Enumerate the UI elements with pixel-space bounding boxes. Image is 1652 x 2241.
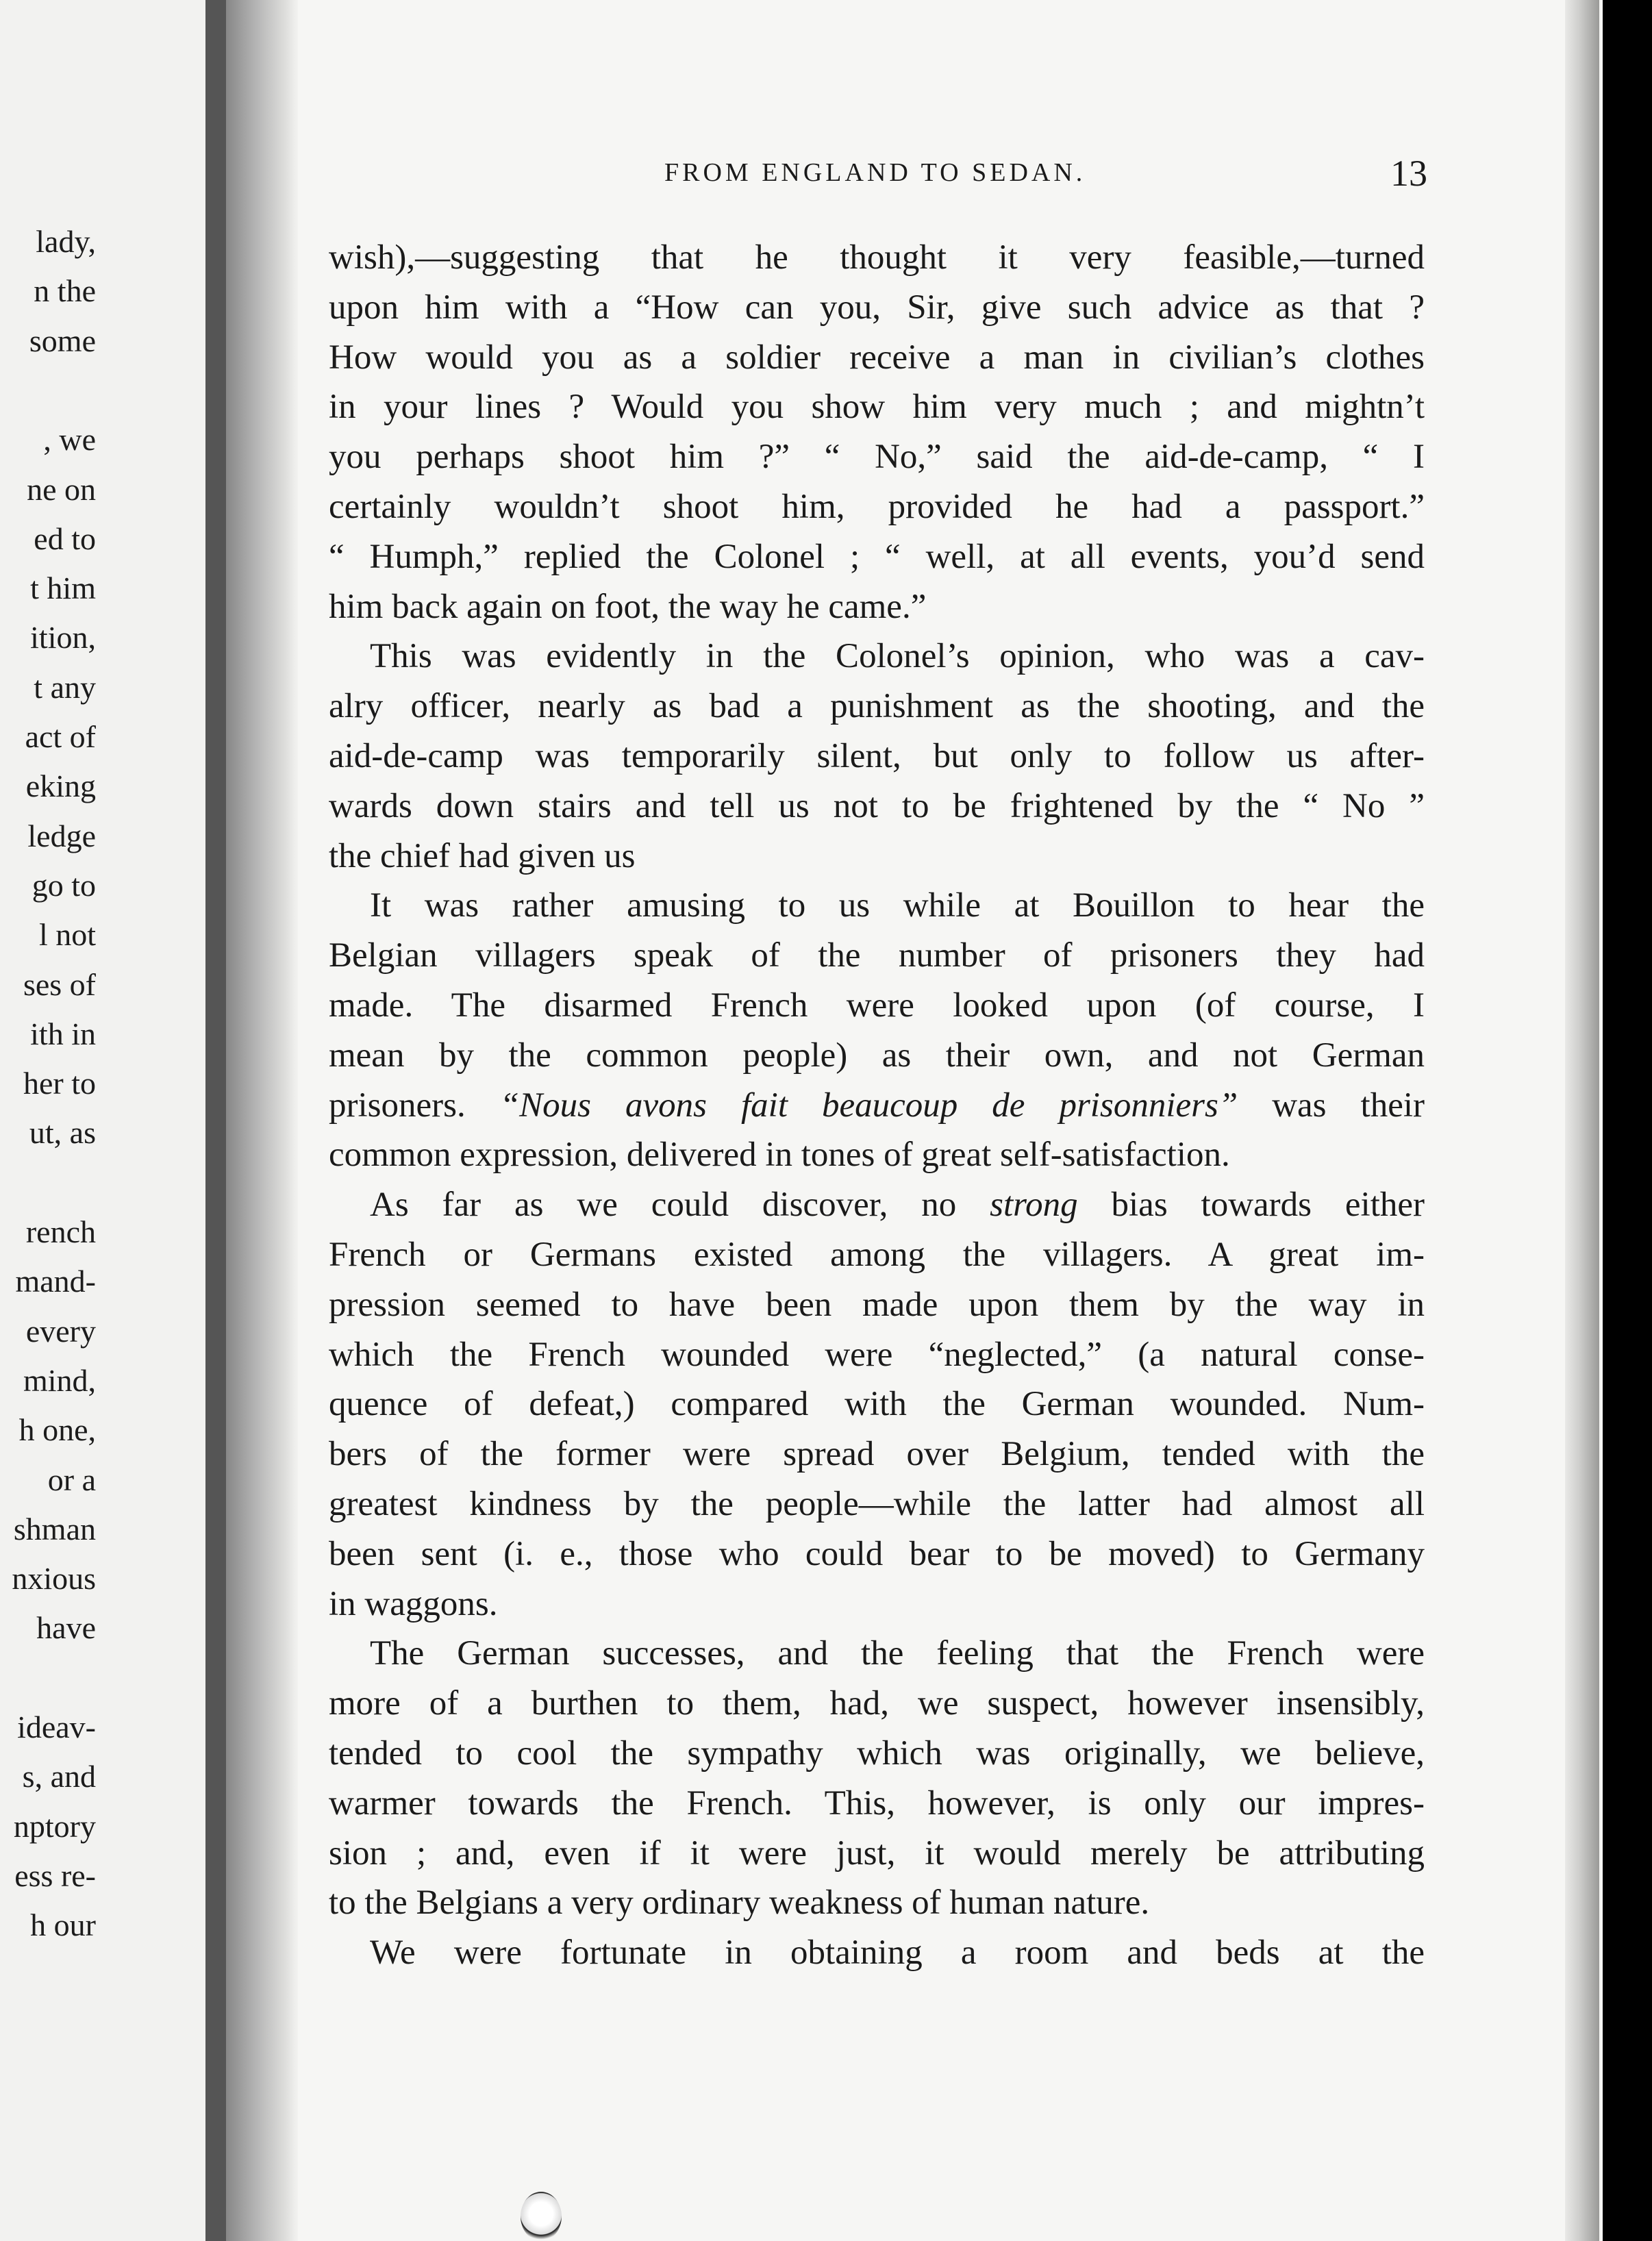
text-line: been sent (i. e., those who could bear to be moved) to Germany bbox=[329, 1534, 1425, 1573]
text-line: wish),—suggesting that he thought it very feasible,—turned bbox=[329, 238, 1425, 277]
left-page-line: act of bbox=[25, 719, 96, 754]
text-run: bias towards either bbox=[1077, 1186, 1425, 1225]
left-page-line: mand- bbox=[15, 1264, 96, 1299]
left-page-line: nxious bbox=[12, 1561, 96, 1597]
text-line: The German successes, and the feeling that the French were bbox=[370, 1634, 1425, 1673]
text-line: Belgian villagers speak of the number of prisoners they had bbox=[329, 936, 1425, 975]
left-page-line: her to bbox=[23, 1066, 96, 1101]
left-page-line: h one, bbox=[18, 1412, 96, 1448]
text-line: warmer towards the French. This, however, is only our impres- bbox=[329, 1783, 1425, 1823]
text-line: alry officer, nearly as bad a punishment as the shooting, and the bbox=[329, 687, 1425, 726]
left-page-line: ledge bbox=[27, 818, 96, 853]
left-page-line: ition, bbox=[30, 620, 96, 655]
left-page-line: lady, bbox=[36, 224, 96, 259]
text-line: in your lines ? Would you show him very much ; and mightn’t bbox=[329, 388, 1425, 427]
left-page-line: some bbox=[29, 323, 96, 358]
page-number: 13 bbox=[1390, 153, 1427, 194]
text-run: was their bbox=[1238, 1086, 1425, 1125]
left-page-line: ideav- bbox=[17, 1710, 96, 1744]
left-facing-page bbox=[0, 0, 205, 2241]
text-line: which the French wounded were “neglected,” (a natural conse- bbox=[329, 1335, 1425, 1374]
left-page-line: have bbox=[36, 1610, 96, 1646]
text-line: We were fortunate in obtaining a room and beds at the bbox=[370, 1933, 1425, 1973]
left-page-line: eking bbox=[25, 768, 96, 804]
text-line: in waggons. bbox=[329, 1584, 498, 1623]
left-page-line: ess re- bbox=[14, 1857, 96, 1893]
text-line: common expression, delivered in tones of great self-satisfaction. bbox=[329, 1136, 1230, 1175]
left-page-line: ses of bbox=[23, 966, 96, 1002]
text-run: prisoners. bbox=[329, 1086, 500, 1125]
left-page-line: s, and bbox=[22, 1759, 96, 1794]
text-line: This was evidently in the Colonel’s opinion, who was a cav- bbox=[370, 637, 1425, 676]
text-line: aid-de-camp was temporarily silent, but only to follow us after- bbox=[329, 736, 1425, 775]
text-line: more of a burthen to them, had, we suspect, however insensibly, bbox=[329, 1684, 1425, 1723]
italic-run: “Nous avons fait beaucoup de prisonniers” bbox=[499, 1086, 1238, 1125]
page-edge bbox=[1565, 0, 1599, 2241]
left-page-line: nptory bbox=[13, 1808, 96, 1844]
text-run: As far as we could discover, no bbox=[370, 1186, 990, 1225]
text-line bbox=[329, 1180, 1425, 1230]
left-page-line: ne on bbox=[27, 471, 96, 507]
text-line bbox=[329, 1081, 1425, 1131]
left-page-line: t any bbox=[34, 669, 96, 705]
left-page-line: every bbox=[25, 1313, 96, 1349]
left-page-line: n the bbox=[34, 273, 96, 309]
left-page-line: l not bbox=[38, 917, 96, 953]
text-line: certainly wouldn’t shoot him, provided he had a passport.” bbox=[329, 487, 1425, 526]
text-line: bers of the former were spread over Belgium, tended with the bbox=[329, 1435, 1425, 1474]
left-page-line: shman bbox=[13, 1511, 96, 1547]
left-page-line: or a bbox=[47, 1462, 96, 1497]
left-page-line: go to bbox=[32, 867, 96, 903]
text-line: tended to cool the sympathy which was originally, we believe, bbox=[329, 1733, 1425, 1773]
text-line: French or Germans existed among the villagers. A great im- bbox=[329, 1235, 1425, 1274]
text-line: sion ; and, even if it were just, it would merely be attributing bbox=[329, 1833, 1425, 1873]
left-page-line: ed to bbox=[34, 521, 96, 556]
text-line: upon him with a “How can you, Sir, give such advice as that ? bbox=[329, 288, 1425, 327]
left-page-line: rench bbox=[25, 1214, 96, 1249]
italic-run: strong bbox=[990, 1186, 1078, 1225]
running-head: FROM ENGLAND TO SEDAN. bbox=[664, 158, 1086, 187]
text-line: greatest kindness by the people—while the latter had almost all bbox=[329, 1484, 1425, 1523]
body-text bbox=[329, 233, 1425, 1978]
left-page-line: h our bbox=[30, 1907, 96, 1943]
left-page-line: ith in bbox=[30, 1016, 96, 1051]
text-line: to the Belgians a very ordinary weakness of human nature. bbox=[329, 1883, 1150, 1923]
left-page-line: , we bbox=[43, 422, 96, 458]
text-line: mean by the common people) as their own, and not German bbox=[329, 1036, 1425, 1075]
left-page-line: ut, as bbox=[29, 1115, 96, 1151]
text-line: the chief had given us bbox=[329, 836, 636, 875]
text-line: pression seemed to have been made upon them by the way in bbox=[329, 1285, 1425, 1324]
binding-shadow bbox=[205, 0, 226, 2241]
text-line: How would you as a soldier receive a man in civilian’s clothes bbox=[329, 338, 1425, 377]
text-line: “ Humph,” replied the Colonel ; “ well, at all events, you’d send bbox=[329, 537, 1425, 576]
text-line: It was rather amusing to us while at Bouillon to hear the bbox=[370, 886, 1425, 925]
text-line: wards down stairs and tell us not to be frightened by the “ No ” bbox=[329, 786, 1425, 825]
ink-blot bbox=[521, 2192, 562, 2241]
text-line: quence of defeat,) compared with the German wounded. Num- bbox=[329, 1385, 1425, 1424]
left-page-line: t him bbox=[30, 571, 96, 606]
text-line: made. The disarmed French were looked upon (of course, I bbox=[329, 986, 1425, 1025]
text-line: you perhaps shoot him ?” “ No,” said the aid-de-camp, “ I bbox=[329, 438, 1425, 477]
text-line: him back again on foot, the way he came.” bbox=[329, 587, 927, 626]
left-page-line: mind, bbox=[23, 1362, 96, 1398]
